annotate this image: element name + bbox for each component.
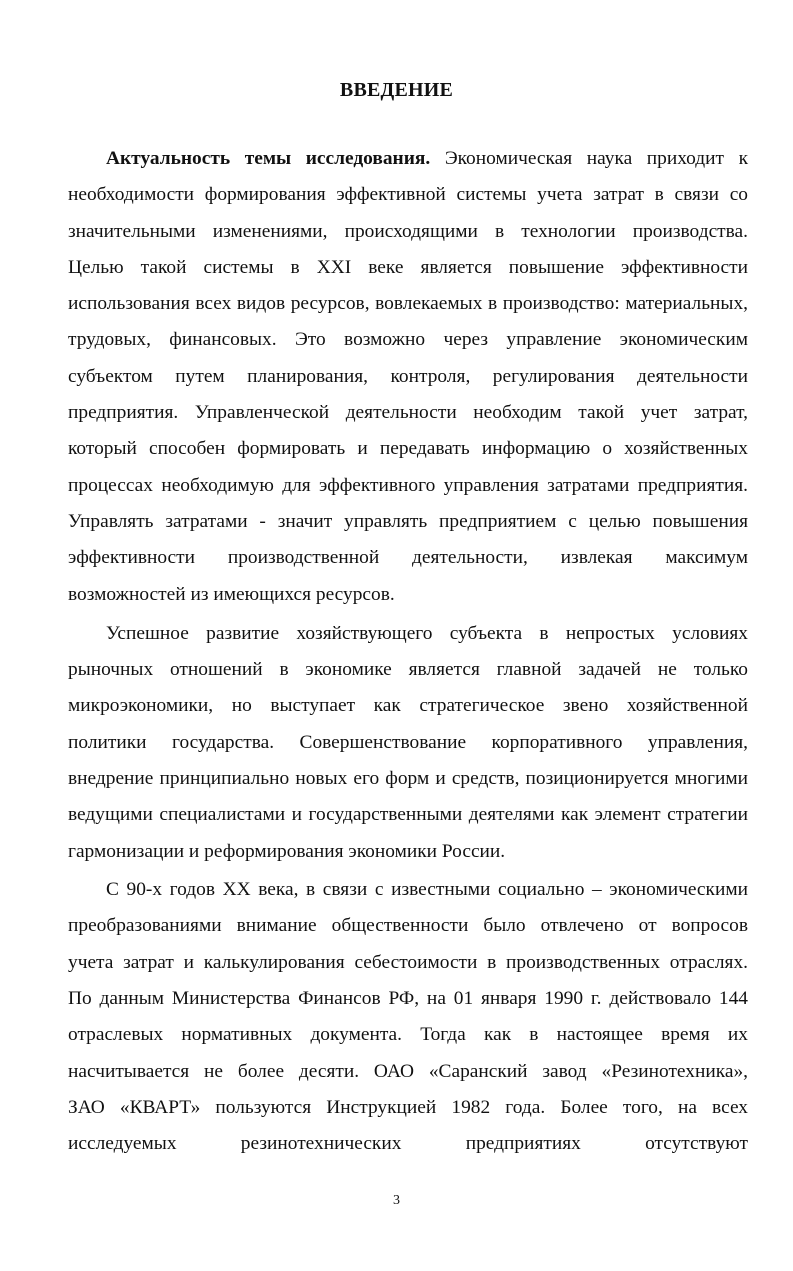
paragraph-1-line-3: значительными изменениями, происходящими в технологии производства. [68, 221, 748, 242]
paragraph-3-line-1: С 90-х годов XX века, в связи с известными социально – экономическими [106, 879, 748, 900]
paragraph-1-line-5: использования всех видов ресурсов, вовлекаемых в производство: материальных, [68, 293, 748, 314]
paragraph-1-line-8: предприятия. Управленческой деятельности необходим такой учет затрат, [68, 402, 748, 423]
paragraph-1-line-13: возможностей из имеющихся ресурсов. [68, 584, 395, 605]
paragraph-1-line-9: который способен формировать и передавать информацию о хозяйственных [68, 438, 748, 459]
paragraph-3-line-8: исследуемых резинотехнических предприятиях отсутствуют [68, 1133, 748, 1154]
paragraph-2-line-5: внедрение принципиально новых его форм и средств, позиционируется многими [68, 768, 748, 789]
paragraph-1-line-4: Целью такой системы в XXI веке является повышение эффективности [68, 257, 748, 278]
paragraph-3-line-3: учета затрат и калькулирования себестоимости в производственных отраслях. [68, 952, 748, 973]
paragraph-1-line-2: необходимости формирования эффективной системы учета затрат в связи со [68, 184, 748, 205]
paragraph-3-line-7: ЗАО «КВАРТ» пользуются Инструкцией 1982 года. Более того, на всех [68, 1097, 748, 1118]
paragraph-1-line-1-text: Экономическая наука приходит к [444, 148, 748, 169]
paragraph-3-line-2: преобразованиями внимание общественности было отвлечено от вопросов [68, 915, 748, 936]
paragraph-2-line-3: микроэкономики, но выступает как стратегическое звено хозяйственной [68, 695, 748, 716]
paragraph-1-line-12: эффективности производственной деятельности, извлекая максимум [68, 547, 748, 568]
paragraph-2-line-7: гармонизации и реформирования экономики России. [68, 841, 506, 862]
paragraph-1-line-7: субъектом путем планирования, контроля, регулирования деятельности [68, 366, 748, 387]
section-heading: ВВЕДЕНИЕ [339, 79, 454, 101]
paragraph-2-line-4: политики государства. Совершенствование корпоративного управления, [68, 732, 748, 753]
page-number: 3 [393, 1193, 400, 1208]
paragraph-2-line-6: ведущими специалистами и государственными деятелями как элемент стратегии [68, 804, 748, 825]
paragraph-1-line-10: процессах необходимую для эффективного управления затратами предприятия. [68, 475, 748, 496]
paragraph-3-line-5: отраслевых нормативных документа. Тогда как в настоящее время их [68, 1024, 748, 1045]
paragraph-1-line-6: трудовых, финансовых. Это возможно через управление экономическим [68, 329, 748, 350]
paragraph-2-line-1: Успешное развитие хозяйствующего субъекта в непростых условиях [106, 623, 748, 644]
paragraph-3-line-4: По данным Министерства Финансов РФ, на 01 января 1990 г. действовало 144 [68, 988, 748, 1009]
paragraph-1-line-11: Управлять затратами - значит управлять предприятием с целью повышения [68, 511, 748, 532]
topic-relevance-label: Актуальность темы исследования. [106, 148, 431, 169]
paragraph-2-line-2: рыночных отношений в экономике является главной задачей не только [68, 659, 748, 680]
paragraph-3-line-6: насчитывается не более десяти. ОАО «Саранский завод «Резинотехника», [68, 1061, 748, 1082]
paragraph-1-line-1 [106, 145, 748, 173]
